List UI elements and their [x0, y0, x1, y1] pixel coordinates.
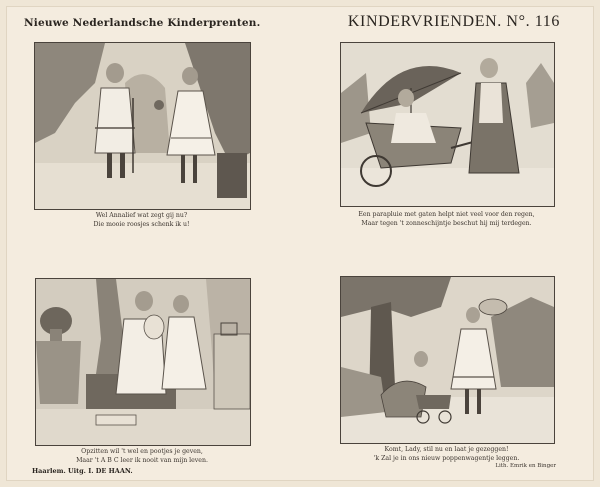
caption-line: Een parapluie met gaten helpt niet veel voor den regen, — [358, 211, 535, 218]
printer-imprint: Lith. Emrik en Binger — [495, 463, 556, 469]
caption-girls-with-dog — [35, 447, 249, 465]
illustration-garden-girls — [34, 42, 251, 210]
caption-doll-carriage — [340, 445, 553, 463]
caption-umbrella-wheelbarrow — [340, 210, 553, 228]
caption-garden-girls — [34, 211, 249, 229]
illustration-girls-with-dog — [35, 278, 251, 446]
publisher-imprint: Haarlem. Uitg. I. DE HAAN. — [32, 467, 133, 475]
caption-line: Die mooie roosjes schenk ik u! — [93, 221, 190, 228]
caption-line: Maar 't A B C leer ik nooit van mijn leven. — [76, 457, 208, 464]
umbrella-wheelbarrow-drawing — [341, 43, 554, 206]
caption-line: 'k Zal je in ons nieuw poppenwagentje leggen. — [373, 455, 520, 462]
caption-line: Komt, Lady, stil nu en laat je gezeggen! — [384, 446, 509, 453]
caption-line: Wel Annalief wat zegt gij nu? — [95, 212, 188, 219]
series-title: Nieuwe Nederlandsche Kinderprenten. — [24, 17, 261, 29]
sheet-title: KINDERVRIENDEN. N°. 116 — [347, 13, 560, 30]
garden-girls-drawing — [35, 43, 250, 209]
caption-line: Opzitten wil 't wel en pootjes je geven, — [81, 448, 203, 455]
caption-line: Maar tegen 't zonneschijntje beschut hij mij terdegen. — [361, 220, 532, 227]
illustration-umbrella-wheelbarrow — [340, 42, 555, 207]
doll-carriage-drawing — [341, 277, 554, 443]
girls-with-dog-drawing — [36, 279, 250, 445]
illustration-doll-carriage — [340, 276, 555, 444]
